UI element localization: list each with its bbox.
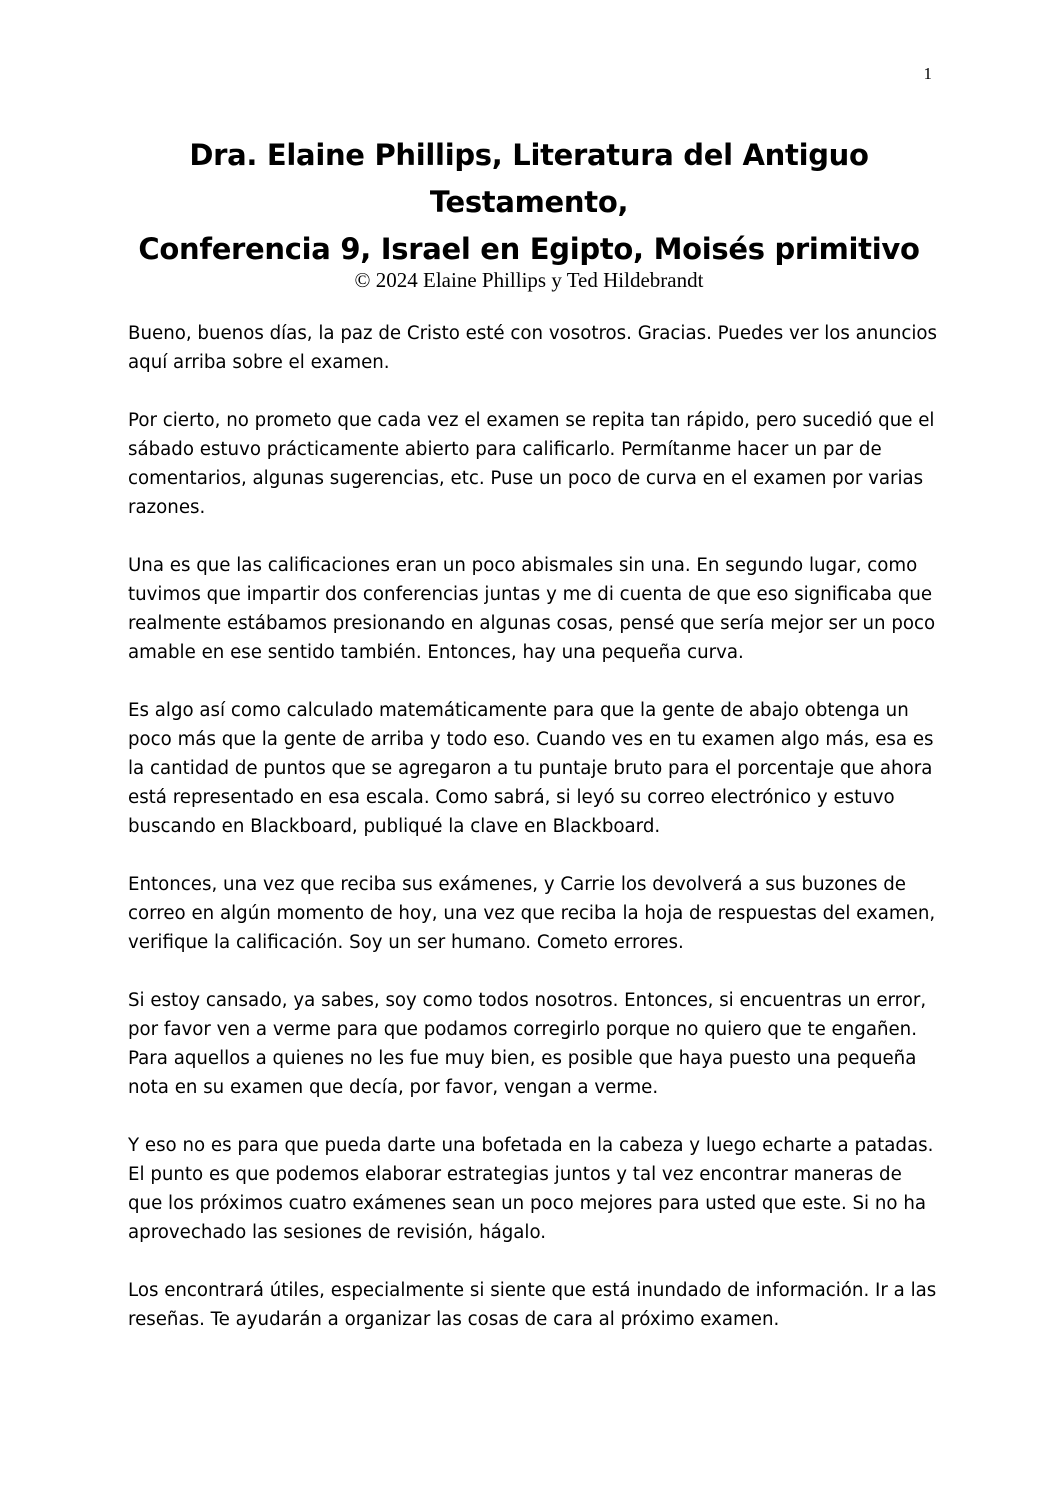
paragraph: Por cierto, no prometo que cada vez el examen se repita tan rápido, pero sucedió que el sábado estuvo prácticamente abierto para calificarlo. Permítanme hacer un par de comentarios, algunas sugerencias, etc. Puse un poco de curva en el examen por varias razones.: [128, 410, 935, 518]
paragraph: Y eso no es para que pueda darte una bofetada en la cabeza y luego echarte a patadas. El punto es que podemos elaborar estrategias juntos y tal vez encontrar maneras de que los próximos cuatro exámenes sean un poco mejores para usted que este. Si no ha aprovechado las sesiones de revisión, hágalo.: [128, 1135, 934, 1243]
paragraph: Bueno, buenos días, la paz de Cristo esté con vosotros. Gracias. Puedes ver los anuncios aquí arriba sobre el examen.: [128, 323, 938, 373]
paragraph: Es algo así como calculado matemáticamente para que la gente de abajo obtenga un poco más que la gente de arriba y todo eso. Cuando ves en tu examen algo más, esa es la cantidad de puntos que se agregaron a tu puntaje bruto para el porcentaje que ahora está representado en esa escala. Como sabrá, si leyó su correo electrónico y estuvo buscando en Blackboard, publiqué la clave en Blackboard.: [128, 700, 934, 837]
document-header: [100, 132, 958, 291]
copyright-line: © 2024 Elaine Phillips y Ted Hildebrandt: [354, 268, 704, 292]
paragraph: Si estoy cansado, ya sabes, soy como todos nosotros. Entonces, si encuentras un error, por favor ven a verme para que podamos corregirlo porque no quiero que te engañen. Para aquellos a quienes no les fue muy bien, es posible que haya puesto una pequeña nota en su examen que decía, por favor, vengan a verme.: [128, 990, 927, 1098]
document-title-line-2: Testamento,: [429, 185, 629, 219]
document-title-line-1: Dra. Elaine Phillips, Literatura del Antiguo: [189, 138, 869, 172]
paragraph: Los encontrará útiles, especialmente si siente que está inundado de información. Ir a las reseñas. Te ayudarán a organizar las cosas de cara al próximo examen.: [128, 1280, 937, 1330]
document-body: [128, 319, 938, 1363]
paragraph: Una es que las calificaciones eran un poco abismales sin una. En segundo lugar, como tuvimos que impartir dos conferencias juntas y me di cuenta de que eso significaba que realmente estábamos presionando en algunas cosas, pensé que sería mejor ser un poco amable en ese sentido también. Entonces, hay una pequeña curva.: [128, 555, 936, 663]
page-number: 1: [923, 64, 932, 83]
document-title-line-3: Conferencia 9, Israel en Egipto, Moisés primitivo: [138, 232, 920, 266]
paragraph: Entonces, una vez que reciba sus exámenes, y Carrie los devolverá a sus buzones de correo en algún momento de hoy, una vez que reciba la hoja de respuestas del examen, verifique la calificación. Soy un ser humano. Cometo errores.: [128, 874, 936, 953]
